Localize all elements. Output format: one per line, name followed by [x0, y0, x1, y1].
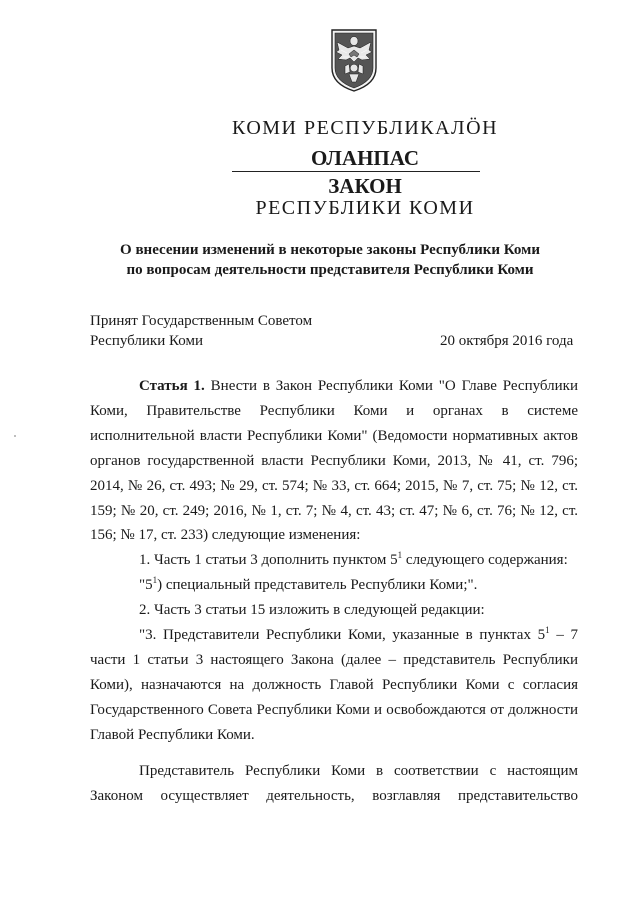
item-2-paragraph: 2. Часть 3 статьи 15 изложить в следующей редакции: [139, 602, 485, 619]
superscript: 1 [397, 550, 403, 561]
superscript: 1 [152, 575, 158, 586]
law-body [90, 374, 578, 808]
item-1-paragraph [90, 548, 578, 573]
representative-paragraph: Представитель Республики Коми в соответствии с настоящим Законом осуществляет деятельность, возглавляя представительство [90, 762, 578, 804]
law-subject [0, 240, 640, 280]
header-olanpas: ОЛАНПАС [310, 146, 420, 170]
quote-text: ) специальный представитель Республики Коми;". [157, 577, 478, 594]
quote-text: "5 [139, 577, 153, 594]
adoption-date: 20 октября 2016 года [440, 333, 574, 349]
header-komi-title: КОМИ РЕСПУБЛИКАЛÖН [231, 117, 499, 139]
adoption-line: Принят Государственным Советом [90, 313, 313, 329]
header-republic: РЕСПУБЛИКИ КОМИ [255, 197, 475, 219]
header-zakon: ЗАКОН [328, 174, 402, 198]
paragraph-gap [90, 748, 578, 759]
superscript: 1 [545, 625, 550, 636]
article-text: Внести в Закон Республики Коми "О Главе Республики Коми, Правительстве Республики Коми и органах в системе исполнительной власти Республики Коми" (Ведомости нормативных актов органов государственной власти Республики Коми, 2013, № 41, ст. 796; 2014, № 26, ст. 493; № 29, ст. 574; № 33, ст. 664; 2015, № 7, ст. 75; № 12, ст. 159; № 20, ст. 249; 2016, № 1, ст. 7; № 4, ст. 43; ст. 47; № 6, ст. 76; № 12, ст. 156; № 17, ст. 233) следующие изменения: [90, 378, 578, 544]
quote-text: – 7 части 1 статьи 3 настоящего Закона (далее – представитель Республики Коми), назначаются на должность Главой Республики Коми с согласия Государственного Совета Республики Коми и освобождаются от должности Главой Республики Коми. [90, 627, 578, 743]
adoption-info [90, 311, 312, 351]
adoption-line: Республики Коми [90, 333, 203, 349]
item-text: следующего содержания: [402, 552, 568, 569]
law-subject-line: по вопросам деятельности представителя Республики Коми [126, 262, 534, 278]
article-1-paragraph [90, 374, 578, 548]
header-divider [232, 171, 480, 172]
article-label: Статья 1. [139, 378, 205, 394]
quote-text: "3. Представители Республики Коми, указанные в пунктах 5 [139, 627, 546, 644]
margin-speck [14, 435, 16, 437]
item-2-quote [90, 623, 578, 748]
komi-coat-of-arms-icon [329, 28, 379, 92]
item-1-quote [90, 573, 578, 598]
law-subject-line: О внесении изменений в некоторые законы Республики Коми [120, 242, 540, 258]
item-text: 1. Часть 1 статьи 3 дополнить пунктом 5 [139, 552, 398, 569]
